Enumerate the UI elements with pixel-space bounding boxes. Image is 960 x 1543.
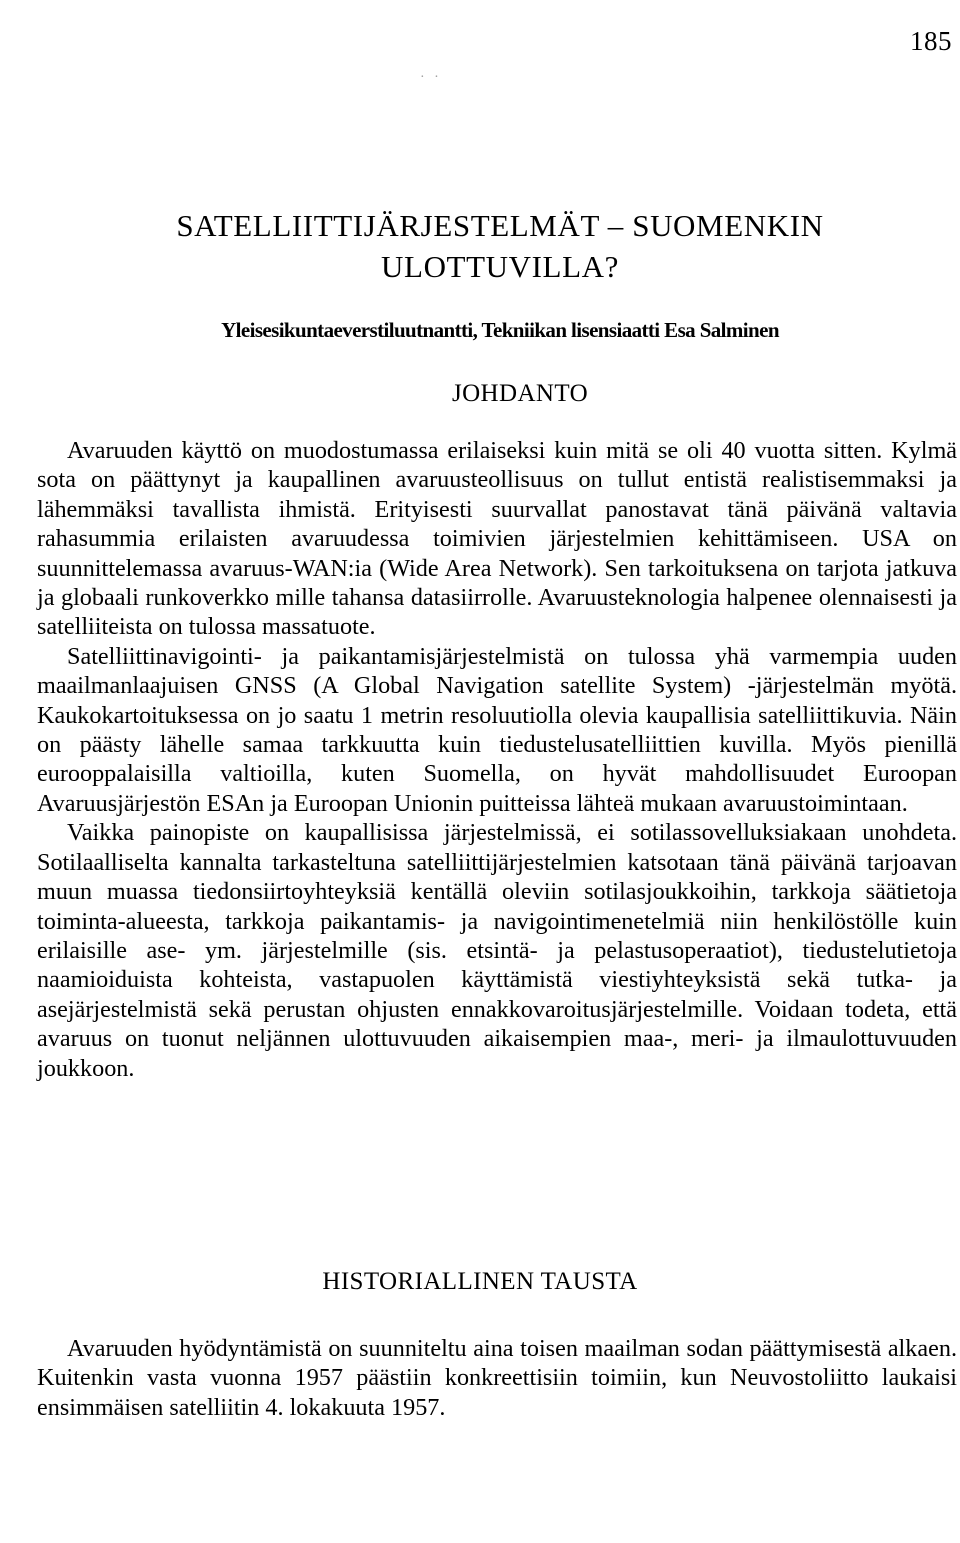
section-heading-johdanto: JOHDANTO (451, 380, 589, 407)
paragraph: Satelliittinavigointi- ja paikantamisjärjestelmistä on tulossa yhä varmempia uuden maailmanlaajuisen GNSS (A Global Navigation satellite System) -järjestelmän myötä. Kaukokartoituksessa on jo saatu 1 metrin resoluutiolla olevia kaupallisia satelliittikuvia. Näin on päästy lähelle samaa tarkkuutta kuin tiedustelusatelliittien kuvilla. Myös pienillä eurooppalaisilla valtioilla, kuten Suomella, on hyvät mahdollisuudet Euroopan Avaruusjärjestön ESAn ja Euroopan Unionin puitteissa lähteä mukaan avaruustoimintaan. (37, 642, 957, 817)
paragraph: Vaikka painopiste on kaupallisissa järjestelmissä, ei sotilassovelluksiakaan unohdeta. Sotilaalliselta kannalta tarkasteltuna satelliittijärjestelmien katsotaan tänä päivänä tarjoavan muun muassa tiedonsiirtoyhteyksiä kentällä oleviin sotilasjoukkoihin, tarkkoja säätietoja toiminta-alueesta, tarkkoja paikantamis- ja navigointimenetelmiä niin henkilöstölle kuin erilaisille ase- ym. järjestelmille (sis. etsintä- ja pelastusoperaatiot), tiedustelutietoja naamioiduista kohteista, vastapuolen käyttämistä viestiyhteyksistä sekä tutka- ja asejärjestelmistä sekä perustan ohjusten ennakkovaroitusjärjestelmille. Voidaan todeta, että avaruus on tuonut neljännen ulottuvuuden aikaisempien maa-, meri- ja ilmaulottuvuuden joukkoon. (37, 819, 957, 1082)
article-author: Yleisesikuntaeverstiluutnantti, Tekniikan lisensiaatti Esa Salminen (221, 318, 779, 342)
page-number: 185 (910, 26, 952, 56)
section-heading-historiallinen-tausta: HISTORIALLINEN TAUSTA (322, 1268, 638, 1295)
paragraph: Avaruuden hyödyntämistä on suunniteltu aina toisen maailman sodan päättymisestä alkaen. Kuitenkin vasta vuonna 1957 päästiin konkreettisiin toimiin, kun Neuvostoliitto laukaisi ensimmäisen satelliitin 4. lokakuuta 1957. (37, 1335, 957, 1421)
scan-speckle-decoration: · · (420, 70, 442, 85)
section-body-historiallinen-tausta (37, 1334, 957, 1422)
paragraph: Avaruuden käyttö on muodostumassa erilaiseksi kuin mitä se oli 40 vuotta sitten. Kylmä sota on päättynyt ja kaupallinen avaruusteollisuus on tullut entistä realistisemmaksi ja lähemmäksi tavallista ihmistä. Erityisesti suurvallat panostavat tänä päivänä valtavia rahasummia erilaisten avaruudessa toimivien järjestelmien kehittämiseen. USA on suunnittelemassa avaruus-WAN:ia (Wide Area Network). Sen tarkoituksena on tarjota jatkuva ja globaali runkoverkko mille tahansa datasiirrolle. Avaruusteknologia halpenee olennaisesti ja satelliiteista on tulossa massatuote. (37, 437, 957, 641)
section-body-johdanto (37, 436, 957, 1083)
article-title: SATELLIITTIJÄRJESTELMÄT – SUOMENKIN ULOTTUVILLA? (176, 208, 824, 284)
